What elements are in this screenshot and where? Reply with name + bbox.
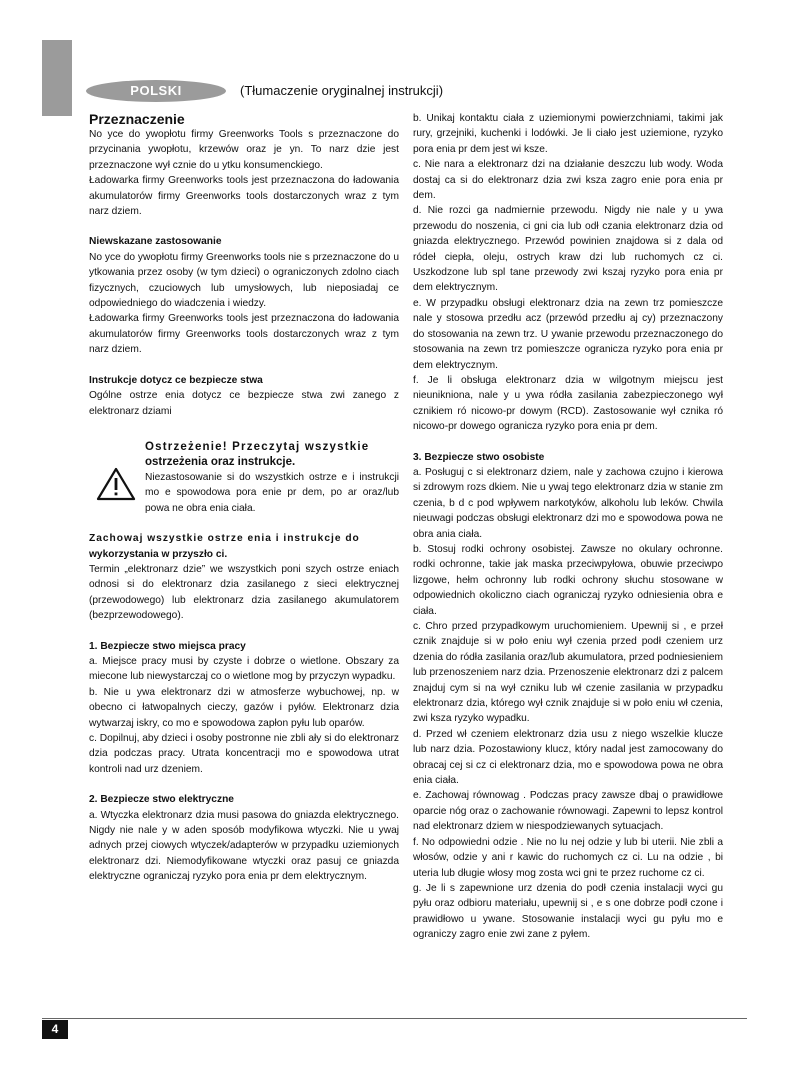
personal-item-f: f. No odpowiedni odzie . Nie no lu nej odzie y lub bi uterii. Nie zbli a włosów, odzie y ani r kawic do ruchomych cz ci. Lu na odzie , bi uteria lub długie włosy mog zosta wci gni te przez ruchome cz ci. bbox=[413, 836, 723, 879]
misuse-paragraph-2: Ładowarka firmy Greenworks tools jest przeznaczona do ładowania akumulatorów firmy Greenworks tools dostarczonych wraz z tym narz dziem. bbox=[89, 313, 399, 356]
warning-triangle-icon bbox=[96, 466, 136, 502]
electrical-safety-heading: 2. Bezpiecze stwo elektryczne bbox=[89, 794, 234, 806]
personal-item-a: a. Posługuj c si elektronarz dziem, nale y zachowa czujno i kierowa si zdrowym rozs dkiem. Nie u ywaj tego elektronarz dzia w stanie zm czenia, b d c pod wpływem narkotyków, alkoholu lub leków. Chwila nieuwagi podczas obsługi elektronarz dzi mo e spowodowa powa ne obra ania ciała. bbox=[413, 466, 723, 540]
keep-instructions-heading: Zachowaj wszystkie ostrze enia i instrukcje do bbox=[89, 533, 360, 545]
personal-item-d: d. Przed wł czeniem elektronarz dzia usu z niego wszelkie klucze lub narz dzia. Pozostawiony klucz, który nadal jest zamocowany do obracaj cej si cz ci elektronarz dzia, mo e spowodowa powa ne obra enia ciała. bbox=[413, 728, 723, 787]
electrical-item-a: a. Wtyczka elektronarz dzia musi pasowa do gniazda elektrycznego. Nigdy nie nale y w aden sposób modyfikowa wtyczki. Nie u ywaj adnych przej ciowych wtyczek/adapterów w przypadku uziemionych elektronarz dzi. Niemodyfikowane wtyczki oraz pasuj ce gniazda elektryczne ograniczaj ryzyko pora enia pr dem elektrycznym. bbox=[89, 809, 399, 883]
work-area-item-b: b. Nie u ywa elektronarz dzi w atmosferze wybuchowej, np. w obecno ci łatwopalnych cieczy, gazów i pyłów. Elektronarz dzia wytwarzaj iskry, co mo e spowodowa zapłon pyłu lub oparów. bbox=[89, 686, 399, 729]
personal-item-c: c. Chro przed przypadkowym uruchomieniem. Upewnij si , e przeł cznik znajduje si w poło eniu wył czenia przed podł czeniem urz dzenia do ródła zasilania oraz/lub akumulatora, przed podniesieniem lub przenoszeniem narz dzia. Przenoszenie elektronarz dzi z palcem znajduj cym si na wył czniku lub wł czenie zasilania w przypadku elektronarz dzia, którego wył cznik znajduje si w poło eniu wł czenia, zwi ksza ryzyko wypadku. bbox=[413, 621, 723, 725]
language-badge: POLSKI bbox=[86, 80, 226, 102]
power-tool-term-paragraph: Termin „elektronarz dzie” we wszystkich poni szych ostrze eniach odnosi si do elektronarz dzia zasilanego z sieci elektrycznej (przewodowego) lub elektronarz dzia zasilanego akumulatorem (bezprzewodowego). bbox=[89, 563, 399, 622]
personal-item-e: e. Zachowaj równowag . Podczas pracy zawsze dbaj o prawidłowe oparcie nóg oraz o zachowanie równowagi. Zapewni to lepsz kontrol nad elektronarz dziem w niespodziewanych sytuacjach. bbox=[413, 790, 723, 833]
footer-divider bbox=[42, 1018, 747, 1019]
electrical-item-f: f. Je li obsługa elektronarz dzia w wilgotnym miejscu jest nieunikniona, nale y u ywa ródła zasilania zabezpieczonego wył cznikiem ró nicowo-pr dowym (RCD). Zastosowanie wył cznika ró nicowo-pr dowego ogranicza ryzyko pora enia pr dem. bbox=[413, 374, 723, 433]
intro-paragraph-1: No yce do ywopłotu firmy Greenworks Tools s przeznaczone do przycinania ywopłotu, krzewów oraz je yn. To narz dzie jest przeznaczone wył cznie do u ytku konsumenckiego. bbox=[89, 129, 399, 171]
work-area-safety-heading: 1. Bezpiecze stwo miejsca pracy bbox=[89, 640, 246, 652]
personal-item-b: b. Stosuj rodki ochrony osobistej. Zawsze no okulary ochronne. rodki ochronne, takie jak maska przeciwpyłowa, obuwie przeciwpo lizgowe, hełm ochronny lub rodki ochrony słuchu stosowane w odpowiednich okoliczno ciach ograniczaj ryzyko odniesienia obra e ciała. bbox=[413, 543, 723, 617]
left-column bbox=[89, 112, 399, 885]
warning-title: Ostrzeżenie! Przeczytaj wszystkie bbox=[145, 440, 370, 453]
electrical-item-d: d. Nie rozci ga nadmiernie przewodu. Nigdy nie nale y u ywa przewodu do noszenia, ci gni cia lub odł czania elektronarz dzia od gniazda elektrycznego. Przewód powinien znajdowa si z dala od ródeł ciepła, oleju, ostrych kraw dzi lub ruchomych cz ci. Uszkodzone lub spl tane przewody zwi kszaj ryzyko pora enia pr dem elektrycznym. bbox=[413, 205, 723, 294]
warning-text: Niezastosowanie si do wszystkich ostrze e i instrukcji mo e spowodowa pora enie pr dem, po ar oraz/lub powa ne obra enia ciała. bbox=[145, 471, 399, 514]
section-title-intended-use: Przeznaczenie bbox=[89, 111, 185, 127]
electrical-item-b: b. Unikaj kontaktu ciała z uziemionymi powierzchniami, takimi jak rury, grzejniki, kuchenki i lodówki. Je li ciało jest uziemione, ryzyko pora enia pr dem jest wi ksze. bbox=[413, 113, 723, 155]
electrical-item-e: e. W przypadku obsługi elektronarz dzia na zewn trz pomieszcze nale y stosowa przedłu acz (przewód przedłu aj cy) przeznaczony do stosowania na zewn trz. U ywanie przewodu przeznaczonego do stosowania na zewn trz pomieszcze ogranicza ryzyko pora enia pr dem elektrycznym. bbox=[413, 297, 723, 371]
work-area-item-c: c. Dopilnuj, aby dzieci i osoby postronne nie zbli ały si do elektronarz dzia podczas pracy. Utrata koncentracji mo e spowodowa utrat kontroli nad urz dzeniem. bbox=[89, 733, 399, 775]
work-area-item-a: a. Miejsce pracy musi by czyste i dobrze o wietlone. Obszary za miecone lub niewystarczaj co o wietlone mog by przyczyn wypadku. bbox=[89, 655, 399, 683]
personal-safety-heading: 3. Bezpiecze stwo osobiste bbox=[413, 451, 545, 463]
safety-instructions-paragraph: Ogólne ostrze enia dotycz ce bezpiecze stwa zwi zanego z elektronarz dziami bbox=[89, 390, 399, 417]
safety-instructions-heading: Instrukcje dotycz ce bezpiecze stwa bbox=[89, 374, 263, 386]
page-number: 4 bbox=[42, 1020, 68, 1039]
side-section-tab bbox=[42, 40, 72, 116]
misuse-paragraph-1: No yce do ywopłotu firmy Greenworks tools nie s przeznaczone do u ytkowania przez osoby (w tym dzieci) o ograniczonych zdolno ciach fizycznych, czuciowych lub umysłowych, lub nieposiadaj ce odpowiedniego do wiadczenia i wiedzy. bbox=[89, 251, 399, 310]
translation-note: (Tłumaczenie oryginalnej instrukcji) bbox=[240, 83, 444, 98]
misuse-heading: Niewskazane zastosowanie bbox=[89, 236, 222, 248]
warning-block bbox=[89, 440, 399, 516]
intro-paragraph-2: Ładowarka firmy Greenworks tools jest przeznaczona do ładowania akumulatorów firmy Greenworks tools dostarczonych wraz z tym narz dziem. bbox=[89, 175, 399, 218]
right-column bbox=[413, 111, 723, 943]
personal-item-g: g. Je li s zapewnione urz dzenia do podł czenia instalacji wyci gu pyłu oraz odbioru materiału, upewnij si , e s one dobrze podł czone i prawidłowo u ywane. Stosowanie instalacji wyci gu pyłu mo e ograniczy zagro enie zwi zane z pyłem. bbox=[413, 882, 723, 941]
electrical-item-c: c. Nie nara a elektronarz dzi na działanie deszczu lub wody. Woda dostaj ca si do elektronarz dzia zwi ksza zagro enie pora enia pr dem. bbox=[413, 159, 723, 202]
warning-title-line2: ostrzeżenia oraz instrukcje. bbox=[145, 455, 296, 468]
keep-instructions-heading-line2: wykorzystania w przyszło ci. bbox=[89, 548, 228, 560]
